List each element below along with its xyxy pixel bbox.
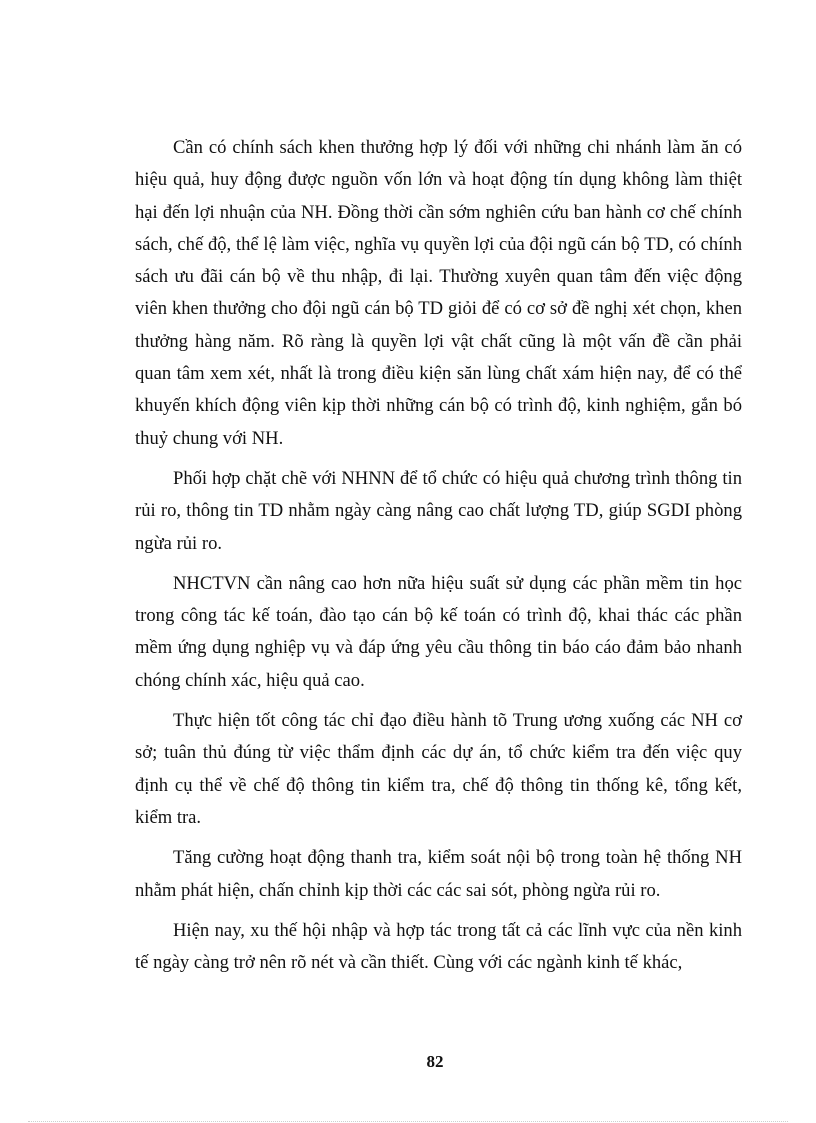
page-bottom-divider [28,1121,788,1122]
paragraph-6: Hiện nay, xu thế hội nhập và hợp tác trong tất cả các lĩnh vực của nền kinh tế ngày càng trở nên rõ nét và cần thiết. Cùng với các ngành kinh tế khác, [135,919,742,974]
body-text [135,132,742,987]
paragraph-4: Thực hiện tốt công tác chỉ đạo điều hành tõ Trung ương xuống các NH cơ sở; tuân thủ đúng từ việc thẩm định các dự án, tổ chức kiểm tra đến việc quy định cụ thể về chế độ thông tin kiểm tra, chế độ thông tin thống kê, tổng kết, kiểm tra. [135,710,742,828]
paragraph-5: Tăng cường hoạt động thanh tra, kiểm soát nội bộ trong toàn hệ thống NH nhằm phát hiện, chấn chỉnh kịp thời các các sai sót, phòng ngừa rủi ro. [135,847,742,901]
page-number: 82 [426,1052,444,1071]
paragraph-2: Phối hợp chặt chẽ với NHNN để tổ chức có hiệu quả chương trình thông tin rủi ro, thông tin TD nhằm ngày càng nâng cao chất lượng TD, giúp SGDI phòng ngừa rủi ro. [135,467,742,554]
paragraph-1: Cần có chính sách khen thưởng hợp lý đối với những chi nhánh làm ăn có hiệu quả, huy động được nguồn vốn lớn và hoạt động tín dụng không làm thiệt hại đến lợi nhuận của NH. Đồng thời cần sớm nghiên cứu ban hành cơ chế chính sách, chế độ, thể lệ làm việc, nghĩa vụ quyền lợi của đội ngũ cán bộ TD, có chính sách ưu đãi cán bộ về thu nhập, đi lại. Thường xuyên quan tâm đến việc động viên khen thưởng cho đội ngũ cán bộ TD giỏi để có cơ sở đề nghị xét chọn, khen thưởng hàng năm. Rõ ràng là quyền lợi vật chất cũng là một vấn đề cần phải quan tâm xem xét, nhất là trong điều kiện săn lùng chất xám hiện nay, để có thể khuyến khích động viên kịp thời những cán bộ có trình độ, kinh nghiệm, gắn bó thuỷ chung với NH. [135,137,742,449]
paragraph-3: NHCTVN cần nâng cao hơn nữa hiệu suất sử dụng các phần mềm tin học trong công tác kế toán, đào tạo cán bộ kế toán có trình độ, khai thác các phần mềm ứng dụng nghiệp vụ và đáp ứng yêu cầu thông tin báo cáo đảm bảo nhanh chóng chính xác, hiệu quả cao. [135,572,742,691]
